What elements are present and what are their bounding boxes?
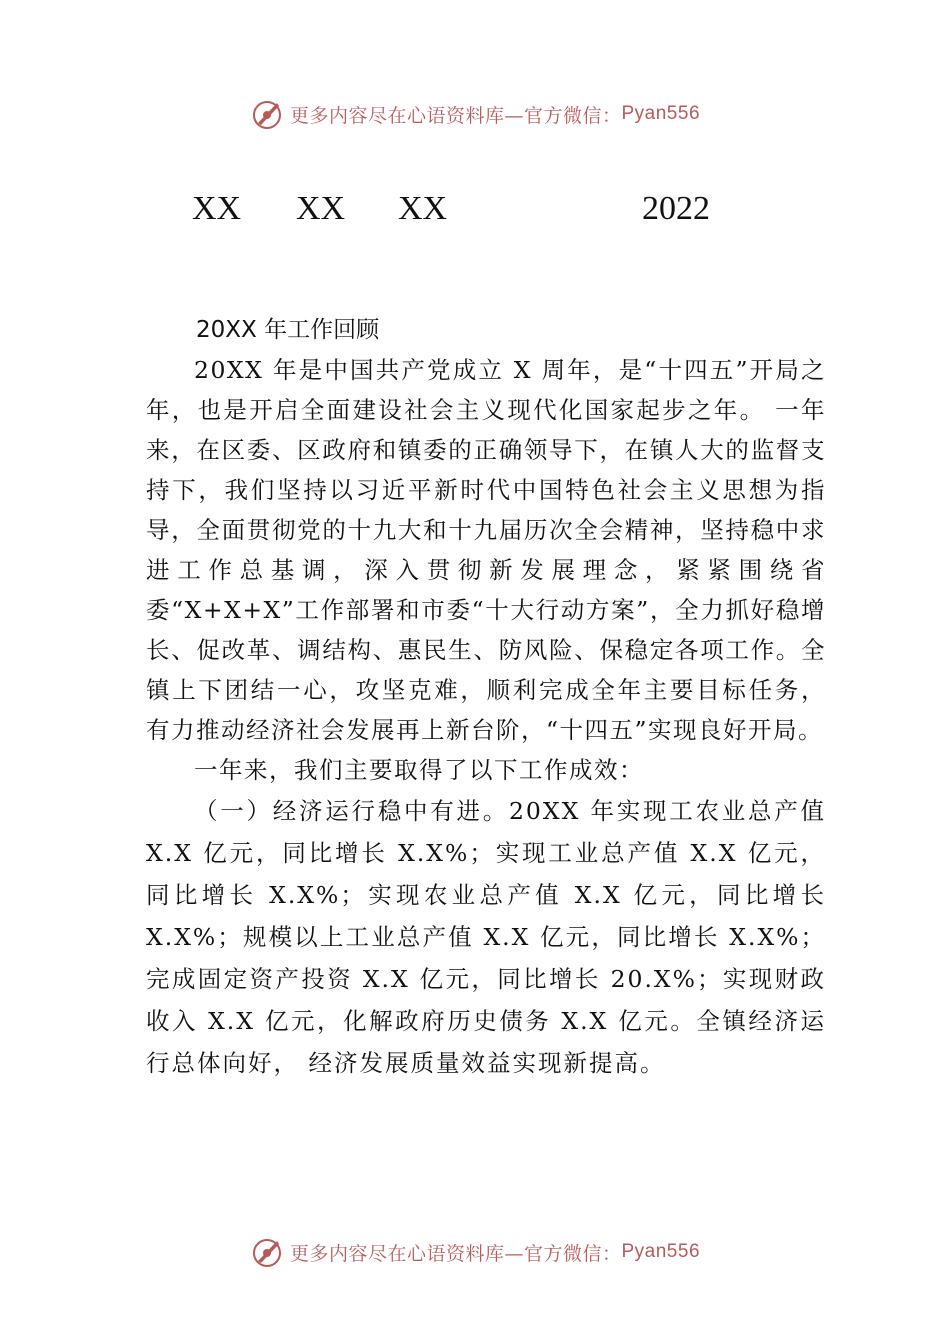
- title-part-2: XX: [296, 190, 346, 227]
- title-part-1: XX: [192, 190, 242, 227]
- watermark-text: 更多内容尽在心语资料库—官方微信：: [289, 104, 622, 127]
- document-title: [0, 190, 950, 234]
- watermark-text: 更多内容尽在心语资料库—官方微信：: [289, 1242, 622, 1265]
- quill-seal-icon: [250, 97, 284, 131]
- watermark-wechat-id: Pyan556: [621, 1241, 701, 1262]
- quill-seal-icon: [250, 1235, 284, 1269]
- title-year: 2022: [642, 190, 710, 227]
- footer-watermark: [0, 1232, 950, 1272]
- section-heading: 20XX 年工作回顾: [196, 317, 380, 343]
- title-part-3: XX: [398, 190, 448, 227]
- paragraph-achievements-lead: 一年来，我们主要取得了以下工作成效：: [194, 756, 644, 784]
- document-body: [146, 310, 826, 1084]
- paragraph-intro: 20XX 年是中国共产党成立 X 周年，是“十四五”开局之年，也是开启全面建设社会主义现代化国家起步之年。 一年来，在区委、区政府和镇委的正确领导下，在镇人大的监督支持下，我们坚持以习近平新时代中国特色社会主义思想为指导，全面贯彻党的十九大和十九届历次全会精神，坚持稳中求进工作总基调，深入贯彻新发展理念，紧紧围绕省委“X+X+X”工作部署和市委“十大行动方案”，全力抓好稳增长、促改革、调结构、惠民生、防风险、保稳定各项工作。全镇上下团结一心，攻坚克难，顺利完成全年主要目标任务， 有力推动经济社会发展再上新台阶，“十四五”实现良好开局。: [146, 356, 826, 744]
- header-watermark: [0, 94, 950, 134]
- paragraph-economy: （一）经济运行稳中有进。20XX 年实现工农业总产值 X.X 亿元，同比增长 X.X%；实现工业总产值 X.X 亿元，同比增长 X.X%；实现农业总产值 X.X 亿元，同比增长 X.X%；规模以上工业总产值 X.X 亿元，同比增长 X.X%；完成固定资产投资 X.X 亿元，同比增长 20.X%；实现财政收入 X.X 亿元，化解政府历史债务 X.X 亿元。全镇经济运行总体向好， 经济发展质量效益实现新提高。: [146, 797, 826, 1077]
- watermark-wechat-id: Pyan556: [621, 103, 701, 124]
